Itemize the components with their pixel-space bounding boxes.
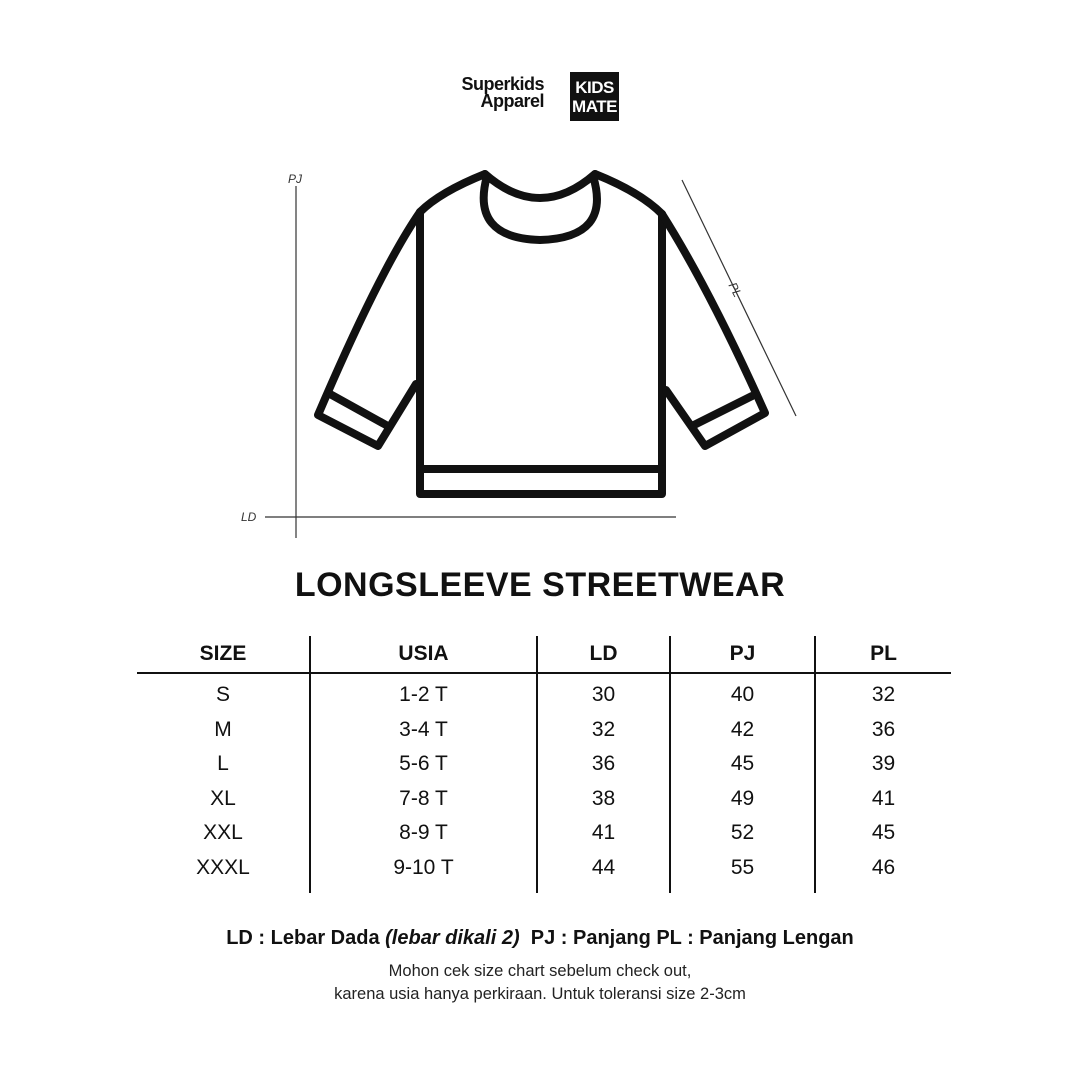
header-pj: PJ xyxy=(670,636,815,673)
cell-size: S xyxy=(137,673,310,713)
cell-pl: 45 xyxy=(871,821,896,845)
page-title: LONGSLEEVE STREETWEAR xyxy=(294,566,786,604)
header-pl: PL xyxy=(815,636,951,673)
cell-size: L xyxy=(137,747,310,782)
cell-pl: 46 xyxy=(871,855,896,879)
abbreviation-legend xyxy=(0,927,1080,950)
cell-ld: 36 xyxy=(537,747,670,782)
cell-usia: 5-6 T xyxy=(310,747,537,782)
table-row xyxy=(137,673,951,713)
cell-pj: 52 xyxy=(670,816,815,851)
note-line2: karena usia hanya perkiraan. Untuk toleransi size 2-3cm xyxy=(334,985,746,1003)
legend-ld-note: (lebar dikali 2) xyxy=(385,927,520,949)
cell-ld: 30 xyxy=(537,673,670,713)
cell-usia: 3-4 T xyxy=(310,713,537,748)
cell-ld: 38 xyxy=(537,782,670,817)
cell-size: XXXL xyxy=(137,851,310,894)
longsleeve-shirt-icon xyxy=(318,174,765,494)
table-row xyxy=(137,747,951,782)
cell-pj: 49 xyxy=(670,782,815,817)
pl-measure-line xyxy=(682,180,796,416)
cell-pj: 45 xyxy=(670,747,815,782)
cell-ld: 32 xyxy=(537,713,670,748)
note-line1: Mohon cek size chart sebelum check out, xyxy=(388,962,692,980)
legend-pj-pl: PJ : Panjang PL : Panjang Lengan xyxy=(519,927,854,949)
cell-usia: 8-9 T xyxy=(310,816,537,851)
ld-label: LD xyxy=(241,510,257,524)
cell-pj: 55 xyxy=(670,851,815,894)
cell-pl: 41 xyxy=(871,786,896,810)
logo-line2: MATE xyxy=(572,96,617,116)
cell-pj: 40 xyxy=(670,673,815,713)
table-row xyxy=(137,713,951,748)
table-header-row xyxy=(137,636,951,673)
cell-size: XXL xyxy=(137,816,310,851)
cell-ld: 41 xyxy=(537,816,670,851)
cell-usia: 9-10 T xyxy=(310,851,537,894)
table-row xyxy=(137,851,951,894)
cell-pl: 32 xyxy=(871,683,896,707)
logo-line1: KIDS xyxy=(575,77,614,97)
brand-name-line1: Superkids xyxy=(461,74,544,94)
cell-usia: 1-2 T xyxy=(310,673,537,713)
cell-size: XL xyxy=(137,782,310,817)
disclaimer-note xyxy=(0,960,1080,1006)
pl-label: PL xyxy=(725,280,745,300)
header-ld: LD xyxy=(537,636,670,673)
size-chart-table xyxy=(137,636,951,893)
brand-name-line2: Apparel xyxy=(480,91,544,111)
cell-ld: 44 xyxy=(537,851,670,894)
table-row xyxy=(137,816,951,851)
cell-usia: 7-8 T xyxy=(310,782,537,817)
legend-ld: LD : Lebar Dada xyxy=(226,927,386,949)
cell-pl: 39 xyxy=(871,752,896,776)
header-size: SIZE xyxy=(137,636,310,673)
cell-size: M xyxy=(137,713,310,748)
pj-label: PJ xyxy=(288,172,303,186)
cell-pj: 42 xyxy=(670,713,815,748)
table-row xyxy=(137,782,951,817)
header-usia: USIA xyxy=(310,636,537,673)
cell-pl: 36 xyxy=(871,717,896,741)
